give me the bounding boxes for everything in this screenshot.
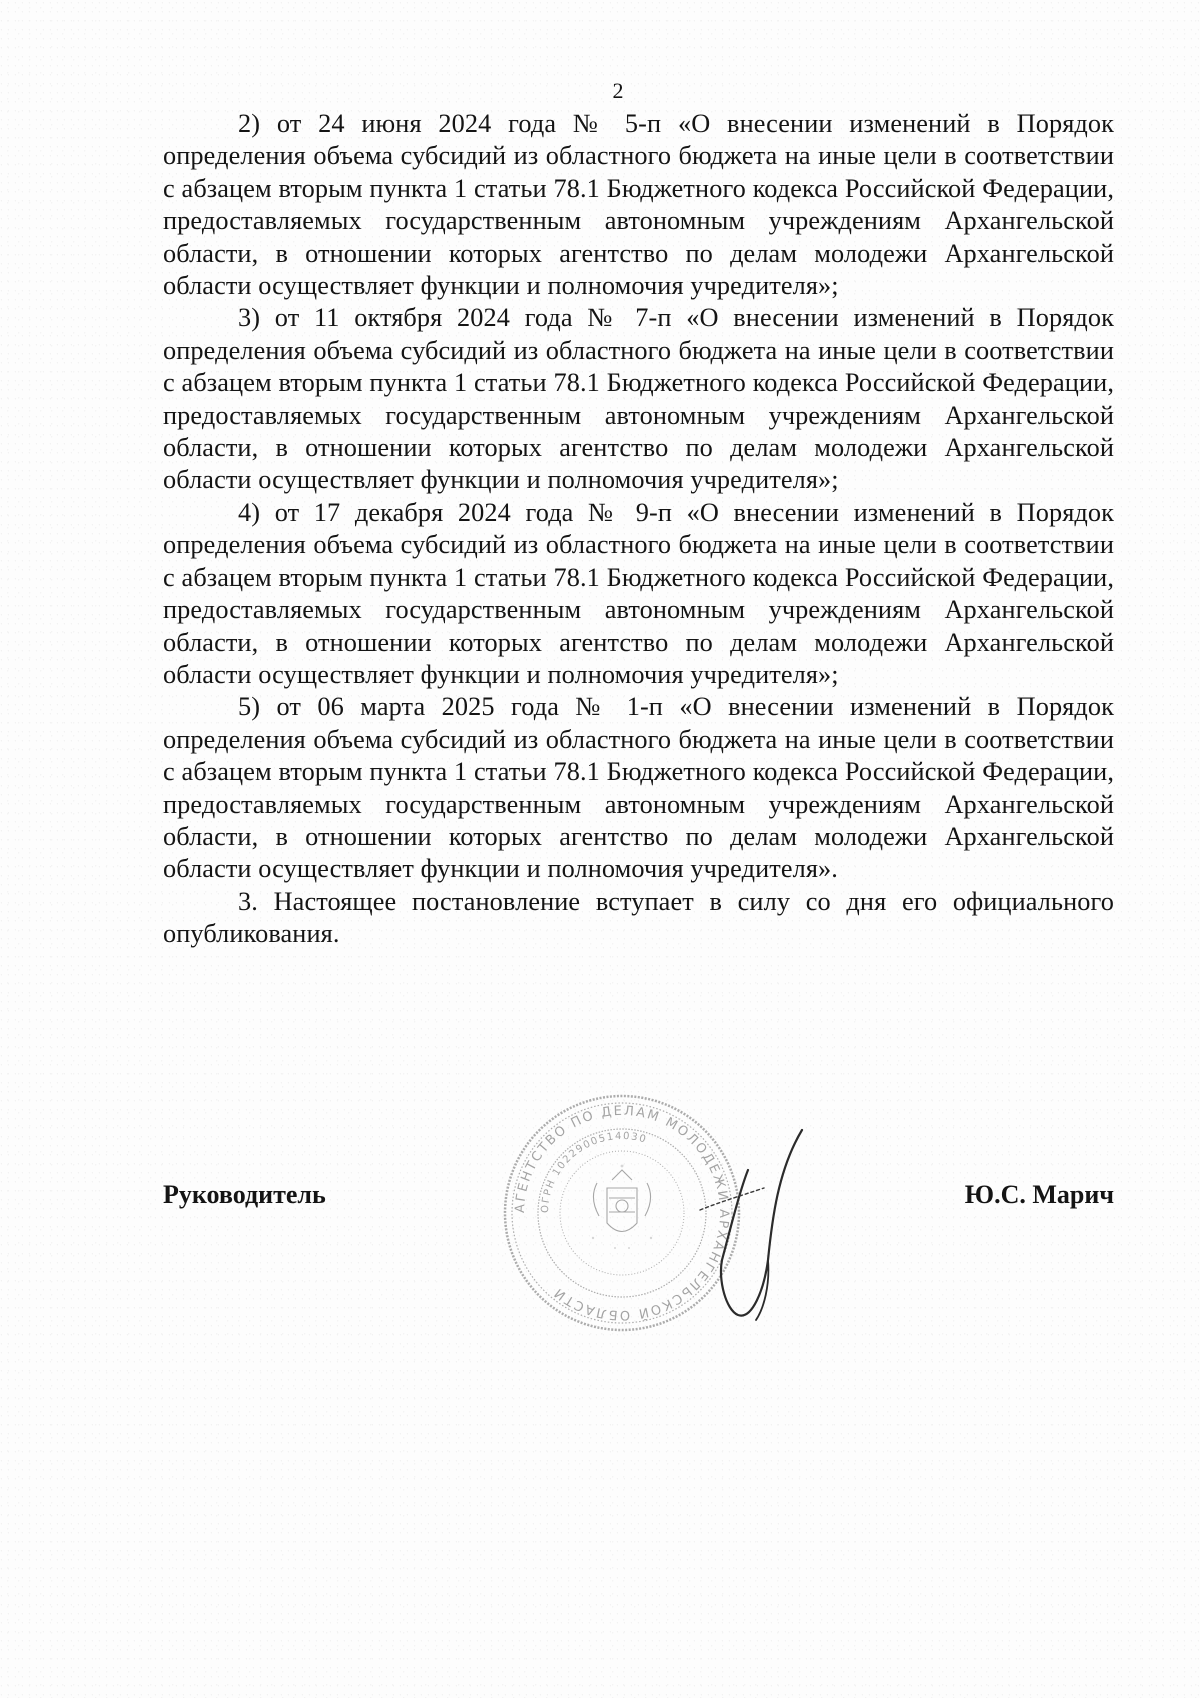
list-item-3: 3) от 11 октября 2024 года № 7-п «О внесении изменений в Порядок определения объема субсидий из областного бюджета на иные цели в соответствии с абзацем вторым пункта 1 статьи 78.1 Бюджетного кодекса Российской Федерации, предоставляемых государственным автономным учреждениям Архангельской области, в отношении которых агентство по делам молодежи Архангельской области осуществляет функции и полномочия учредителя»; (163, 303, 1114, 495)
clause-3-effective-date: 3. Настоящее постановление вступает в силу со дня его официального опубликования. (163, 886, 1114, 949)
svg-text:ОГРН 1022900514030: ОГРН 1022900514030 (539, 1130, 649, 1214)
handwritten-signature-icon (660, 1110, 840, 1350)
signatory-name: Ю.С. Марич (964, 1180, 1114, 1209)
page-number: 2 (612, 78, 624, 103)
list-item-4: 4) от 17 декабря 2024 года № 9-п «О внесении изменений в Порядок определения объема субсидий из областного бюджета на иные цели в соответствии с абзацем вторым пункта 1 статьи 78.1 Бюджетного кодекса Российской Федерации, предоставляемых государственным автономным учреждениям Архангельской области, в отношении которых агентство по делам молодежи Архангельской области осуществляет функции и полномочия учредителя»; (163, 497, 1114, 689)
signatory-title: Руководитель (163, 1180, 326, 1209)
list-item-5: 5) от 06 марта 2025 года № 1-п «О внесении изменений в Порядок определения объема субсидий из областного бюджета на иные цели в соответствии с абзацем вторым пункта 1 статьи 78.1 Бюджетного кодекса Российской Федерации, предоставляемых государственным автономным учреждениям Архангельской области, в отношении которых агентство по делам молодежи Архангельской области осуществляет функции и полномочия учредителя». (163, 692, 1114, 884)
signature-block (163, 1180, 1114, 1224)
list-item-2: 2) от 24 июня 2024 года № 5-п «О внесении изменений в Порядок определения объема субсидий из областного бюджета на иные цели в соответствии с абзацем вторым пункта 1 статьи 78.1 Бюджетного кодекса Российской Федерации, предоставляемых государственным автономным учреждениям Архангельской области, в отношении которых агентство по делам молодежи Архангельской области осуществляет функции и полномочия учредителя»; (163, 109, 1114, 301)
svg-text:АГЕНТСТВО ПО ДЕЛАМ МОЛОДЕЖИ АР: АГЕНТСТВО ПО ДЕЛАМ МОЛОДЕЖИ АРХАНГЕЛЬСКОЙ ОБЛАСТИ (512, 1103, 732, 1323)
document-body (163, 108, 1114, 951)
